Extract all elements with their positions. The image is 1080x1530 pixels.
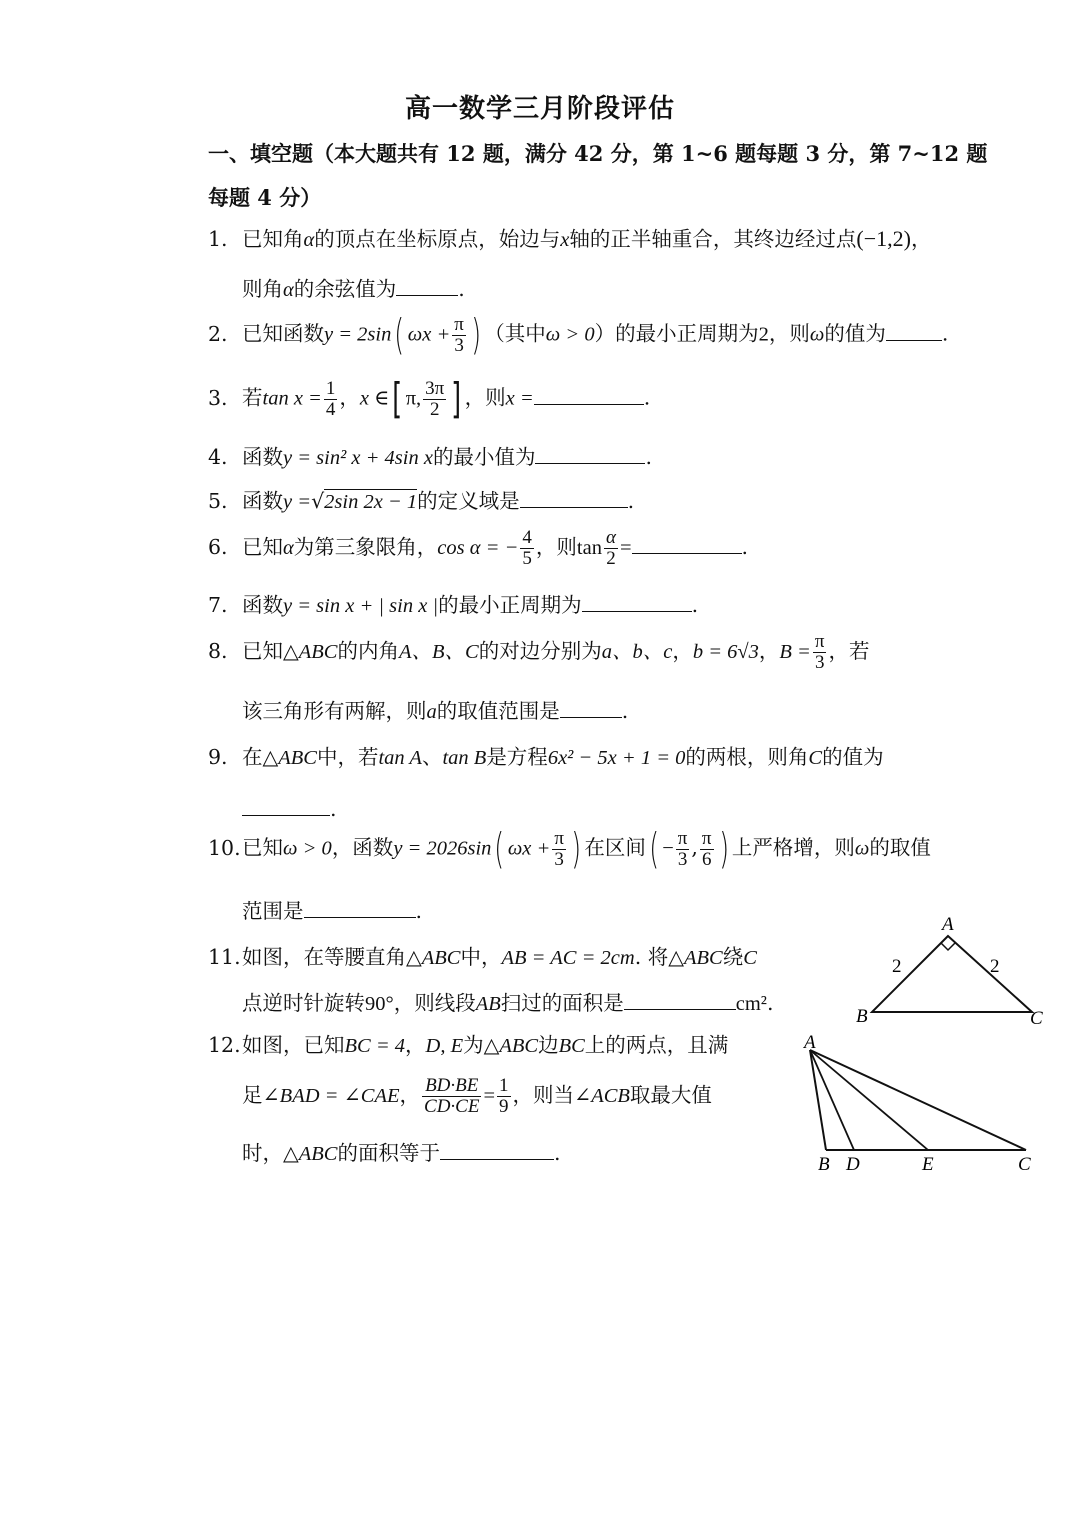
math-expression: D, E <box>425 1035 464 1057</box>
math-symbol: a <box>426 701 437 723</box>
q-text: 扫过的面积是 <box>500 991 624 1015</box>
denominator: 2 <box>606 547 616 569</box>
math-expression: y = sin² x + 4sin x <box>283 447 433 469</box>
math-expression: BC = 4 <box>344 1035 406 1057</box>
q-text: 的顶点在坐标原点，始边与 <box>314 227 561 251</box>
q-text: 上严格增，则 <box>731 835 855 860</box>
question-11-line-2 <box>242 986 773 1021</box>
math-symbol: C <box>808 747 823 769</box>
fraction <box>324 379 338 420</box>
fraction <box>520 528 534 569</box>
question-number: 2. <box>208 321 228 346</box>
q-text: 的值为 <box>822 745 884 769</box>
q-text: . <box>458 277 465 301</box>
question-7 <box>208 588 698 623</box>
math-expression: = <box>483 1084 496 1107</box>
math-expression: AB <box>475 993 501 1015</box>
question-number: 7. <box>208 593 228 617</box>
question-number: 11. <box>208 945 241 969</box>
question-12-line-2 <box>242 1076 712 1117</box>
question-number: 1. <box>208 227 228 251</box>
denominator: 6 <box>701 848 712 870</box>
question-9 <box>208 740 884 775</box>
question-1 <box>208 222 931 257</box>
math-expression: tan B <box>442 747 487 769</box>
q-text: 时， <box>242 1141 283 1165</box>
numerator: 1 <box>499 1075 509 1096</box>
math-expression: y = <box>283 491 312 513</box>
question-10 <box>208 824 931 873</box>
question-2 <box>208 310 949 359</box>
q-text: 如图，在等腰直角 <box>242 945 406 969</box>
numerator: 4 <box>522 527 532 548</box>
q-text: 在区间 <box>584 835 646 860</box>
question-number: 4. <box>208 445 228 469</box>
q-text: ， <box>910 227 932 251</box>
q-text: 的最小正周期为 <box>438 593 582 617</box>
q-text: ， <box>672 638 693 663</box>
question-number: 8. <box>208 638 228 663</box>
math-expression: x ∈ <box>359 387 390 410</box>
math-expression: ω > 0 <box>283 837 332 860</box>
math-symbol: ω <box>809 323 825 346</box>
math-symbol: α <box>303 229 315 251</box>
q-text: 上的两点，且满 <box>584 1033 729 1057</box>
q-text: . 将 <box>634 945 669 969</box>
answer-blank[interactable] <box>534 382 644 405</box>
question-12 <box>208 1028 728 1063</box>
math-expression: △ABC <box>406 947 461 969</box>
q-text: 已知角 <box>242 227 304 251</box>
denominator: 3 <box>554 848 564 870</box>
segment-ac <box>810 1050 1026 1150</box>
question-8 <box>208 632 869 673</box>
paren-left: ( <box>649 824 659 873</box>
q-text: ，则 <box>768 321 810 346</box>
math-expression: 2 <box>758 323 769 346</box>
math-expression: △ABC <box>668 947 723 969</box>
q-text: . <box>741 534 749 559</box>
q-text: 已知 <box>242 835 283 860</box>
fraction <box>700 829 714 870</box>
q-text: . <box>766 991 774 1015</box>
answer-blank[interactable] <box>886 318 942 341</box>
math-expression: y = sin x + | sin x | <box>283 595 439 617</box>
q-text: . <box>627 489 635 513</box>
q-text: 已知 <box>242 638 283 663</box>
q-text: ，函数 <box>331 835 394 860</box>
fraction <box>604 528 618 569</box>
numerator: π <box>677 827 688 849</box>
q-text: ，若 <box>828 638 870 663</box>
math-expression: − <box>662 837 674 860</box>
q-text: 点逆时针旋转 <box>242 991 365 1015</box>
q-text: 如图，已知 <box>242 1033 345 1057</box>
question-3 <box>208 374 651 423</box>
q-text: 的内角 <box>337 638 399 663</box>
q-text: 、 <box>421 745 443 769</box>
math-expression: = <box>619 536 632 559</box>
answer-blank[interactable] <box>440 1137 554 1160</box>
question-5 <box>208 484 634 519</box>
numerator: α <box>605 527 616 548</box>
q-text: ， <box>339 385 360 410</box>
q-text: . <box>645 445 652 469</box>
q-text: 该三角形有两解，则 <box>242 699 427 723</box>
math-expression: tan A <box>378 747 422 769</box>
denominator: 3 <box>454 334 464 356</box>
q-text: ，则线段 <box>393 991 476 1015</box>
q-text: 是方程 <box>486 745 548 769</box>
answer-blank[interactable] <box>624 987 736 1010</box>
math-expression: B = <box>779 640 811 663</box>
denominator: 3 <box>677 848 688 870</box>
numerator: π <box>454 313 464 335</box>
fraction <box>552 829 566 870</box>
q-text: ，则当 <box>512 1082 575 1107</box>
q-text: 取最大值 <box>629 1082 712 1107</box>
denominator: 3 <box>814 651 825 673</box>
math-expression: △ABC <box>262 747 317 769</box>
q-text: ，则 <box>535 534 577 559</box>
math-expression: π, <box>405 387 422 410</box>
label-d: D <box>846 1154 860 1175</box>
math-symbol: ω <box>854 837 870 860</box>
math-symbol: C <box>743 947 757 969</box>
fraction <box>497 1076 511 1117</box>
question-number: 6. <box>208 534 228 559</box>
section-header: 一、填空题（本大题共有 12 题，满分 42 分，第 1~6 题每题 3 分，第 7~12 题每题 4 分） <box>208 141 988 210</box>
question-number: 9. <box>208 745 228 769</box>
q-text: 的最小值为 <box>432 445 536 469</box>
q-text: . <box>643 385 651 410</box>
answer-blank[interactable] <box>560 695 622 718</box>
math-expression: cos α = − <box>437 536 519 559</box>
q-text: 中，若 <box>316 745 379 769</box>
q-text: 的面积等于 <box>337 1141 440 1165</box>
math-expression: ∠BAD = ∠CAE <box>262 1084 400 1107</box>
answer-blank[interactable] <box>242 793 330 816</box>
sqrt-icon: √ <box>311 489 325 513</box>
answer-blank[interactable] <box>632 531 742 554</box>
math-expression: b = 6√3 <box>692 640 759 663</box>
question-11 <box>208 940 757 975</box>
math-expression: ∠ACB <box>574 1084 630 1107</box>
label-b: B <box>856 1006 868 1027</box>
segment-ad <box>810 1050 854 1150</box>
math-symbol: α <box>283 536 294 559</box>
q-text: . <box>691 593 699 617</box>
answer-blank[interactable] <box>396 273 458 296</box>
label-a: A <box>804 1032 816 1053</box>
q-text: 的对边分别为 <box>478 638 602 663</box>
question-4 <box>208 440 652 475</box>
answer-blank[interactable] <box>535 441 645 464</box>
q-text: 已知 <box>242 534 283 559</box>
math-expression: tan x = <box>262 387 322 410</box>
paren-right: ) <box>571 824 582 873</box>
label-b: B <box>818 1154 830 1175</box>
q-text: 的定义域是 <box>417 489 520 513</box>
math-expression: a、b、c <box>601 640 673 663</box>
math-expression: BC <box>558 1035 585 1057</box>
numerator: π <box>814 631 825 652</box>
q-text: . <box>330 797 337 821</box>
denominator: 2 <box>429 398 440 420</box>
q-text: 函数 <box>242 489 283 513</box>
q-text: 的值为 <box>824 321 886 346</box>
math-expression: y = 2sin <box>324 323 392 346</box>
q-text: 已知函数 <box>242 321 324 346</box>
label-c: C <box>1030 1008 1043 1029</box>
q-text: . <box>553 1141 561 1165</box>
q-text: 范围是 <box>242 899 304 923</box>
denominator: 9 <box>499 1095 509 1117</box>
answer-blank[interactable] <box>304 895 416 918</box>
q-text: . <box>415 899 423 923</box>
q-text: 函数 <box>242 445 283 469</box>
numerator: π <box>701 827 712 849</box>
q-text: 的两根，则角 <box>685 745 809 769</box>
question-1-line-2 <box>242 272 465 307</box>
label-a: A <box>942 914 954 935</box>
fraction <box>676 829 690 870</box>
q-text: 中， <box>460 945 502 969</box>
paren-right: ) <box>471 310 482 359</box>
segment-ae <box>810 1050 928 1150</box>
unit-label: cm² <box>735 993 767 1015</box>
math-expression: ωx + <box>407 323 451 346</box>
q-text: 边 <box>538 1033 559 1057</box>
numerator: BD·BE <box>422 1076 481 1097</box>
math-expression: △ABC <box>283 640 338 663</box>
math-symbol: x <box>560 229 570 251</box>
page-title: 高一数学三月阶段评估 <box>404 94 675 124</box>
math-expression: 2sin 2x − 1 <box>324 491 418 513</box>
q-text: 为第三象限角， <box>293 534 438 559</box>
figure-q12-triangle <box>800 1028 1045 1180</box>
q-text: 函数 <box>242 593 283 617</box>
label-side-ac: 2 <box>990 956 1000 977</box>
question-12-line-3 <box>242 1136 561 1171</box>
segment-ab <box>810 1050 826 1150</box>
q-text: （其中 <box>484 321 546 346</box>
question-number: 5. <box>208 489 228 513</box>
figure-q11-triangle <box>850 908 1050 1032</box>
math-expression: AB = AC = 2cm <box>501 947 635 969</box>
paren-right: ) <box>718 824 729 873</box>
q-text: ， <box>399 1082 421 1107</box>
bracket-left: [ <box>392 374 403 423</box>
q-text: 在 <box>242 745 263 769</box>
label-c: C <box>1018 1154 1031 1175</box>
question-9-line-2 <box>242 792 337 826</box>
right-angle-mark <box>941 943 955 950</box>
q-text: 轴的正半轴重合，其终边经过点 <box>569 227 857 251</box>
q-text: ，则 <box>464 385 506 410</box>
q-text: . <box>941 321 949 346</box>
math-expression: A、B、C <box>398 640 479 663</box>
q-text: 绕 <box>722 945 744 969</box>
math-expression: 6x² − 5x + 1 = 0 <box>547 747 686 769</box>
math-expression: △ABC <box>283 1143 338 1165</box>
numerator: π <box>554 827 564 849</box>
label-side-ab: 2 <box>892 956 902 977</box>
question-8-line-2 <box>242 694 628 729</box>
denominator: 5 <box>522 547 532 569</box>
q-text: 的取值 <box>869 835 931 860</box>
question-6 <box>208 528 748 569</box>
denominator: CD·CE <box>424 1095 480 1117</box>
math-expression: , <box>691 835 698 860</box>
fraction <box>422 1076 481 1117</box>
paren-left: ( <box>394 310 405 359</box>
fraction <box>452 315 466 356</box>
question-number: 10. <box>208 835 241 860</box>
q-text: 若 <box>242 385 263 410</box>
math-expression: △ABC <box>483 1035 539 1057</box>
q-text: 的取值范围是 <box>436 699 560 723</box>
fraction <box>813 632 827 673</box>
math-expression: tan <box>576 536 602 559</box>
numerator: 1 <box>325 377 336 399</box>
q-text: ， <box>758 638 780 663</box>
q-text: ， <box>405 1033 426 1057</box>
q-text: 足 <box>242 1082 263 1107</box>
question-10-line-2 <box>242 894 422 928</box>
paren-left: ( <box>494 824 505 873</box>
math-symbol: α <box>283 279 294 301</box>
label-e: E <box>922 1154 934 1175</box>
fraction <box>423 379 446 420</box>
math-expression: ωx + <box>507 837 551 860</box>
answer-blank[interactable] <box>520 485 628 508</box>
math-expression: ω > 0 <box>545 323 595 346</box>
q-text: 为 <box>463 1033 484 1057</box>
bracket-right: ] <box>451 374 462 423</box>
math-expression: 90° <box>365 993 394 1015</box>
q-text: . <box>621 699 629 723</box>
math-expression: x = <box>505 387 534 410</box>
math-expression: y = 2026sin <box>393 837 492 860</box>
answer-blank[interactable] <box>582 589 692 612</box>
numerator: 3π <box>425 377 445 399</box>
denominator: 4 <box>325 398 336 420</box>
q-text: 则角 <box>242 277 283 301</box>
math-expression: (−1,2) <box>856 226 911 251</box>
question-number: 12. <box>208 1033 241 1057</box>
q-text: 的余弦值为 <box>293 277 397 301</box>
question-number: 3. <box>208 385 228 410</box>
q-text: ）的最小正周期为 <box>594 321 759 346</box>
